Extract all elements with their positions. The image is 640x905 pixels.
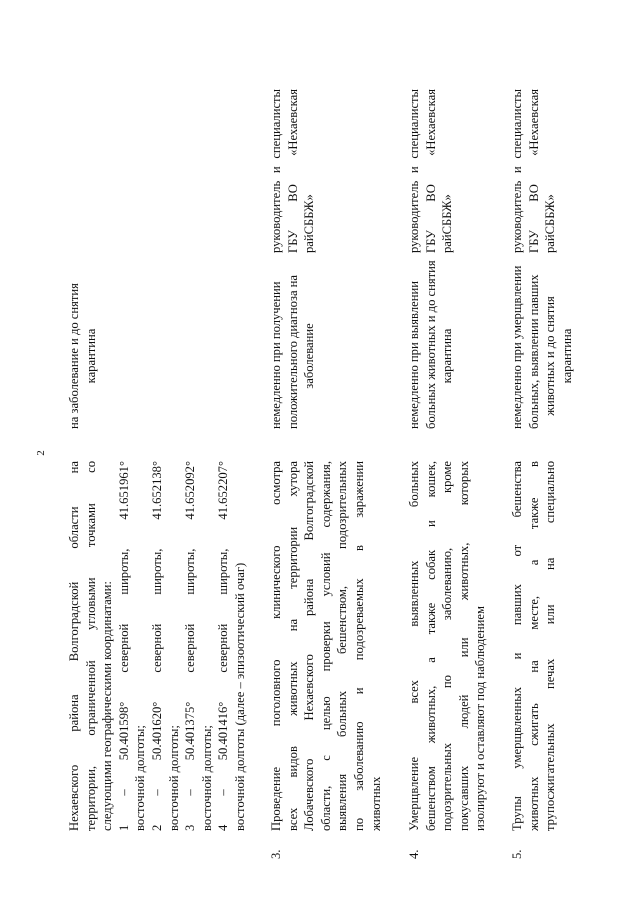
text-line: покусавших людей или животных, которых xyxy=(456,461,471,831)
text-line: Умерщвление всех выявленных больных xyxy=(407,461,421,831)
text-line: животных и до снятия xyxy=(543,296,558,416)
text-line: райСББЖ» xyxy=(302,194,317,253)
text-line: подозрительных по заболеванию, кроме xyxy=(440,461,455,831)
row-responsible xyxy=(406,89,456,253)
row-number: 4. xyxy=(407,849,421,859)
text-line: немедленно при умерщвлении xyxy=(510,265,524,429)
row-term xyxy=(406,260,456,429)
text-line: территории, ограниченной угловыми точками со xyxy=(83,461,98,831)
text-line: выявления больных бешенством, подозрительных xyxy=(335,461,350,831)
text-line: всех видов животных на территории хутора xyxy=(285,461,300,831)
rotated-table xyxy=(60,55,620,865)
text-line: Трупы умерщвленных и павших от бешенства xyxy=(510,461,524,831)
text-line: заболевание xyxy=(302,323,317,389)
row-term xyxy=(268,274,318,429)
text-line: восточной долготы (далее – эпизоотический очаг) xyxy=(232,562,247,831)
text-line: ГБУ ВО «Нехаевская xyxy=(423,89,438,253)
row-description xyxy=(66,461,249,831)
text-line: больных, выявлении павших xyxy=(526,274,541,429)
text-line: карантина xyxy=(440,328,455,384)
text-line: восточной долготы; xyxy=(166,725,181,831)
text-line: области, с целью проверки условий содержания, xyxy=(318,461,333,831)
text-line: трупосжигательных печах или на специально xyxy=(543,461,558,831)
text-line: изолируют и оставляют под наблюдением xyxy=(473,606,488,831)
text-line: по заболеванию и подозреваемых в заражении xyxy=(351,461,366,831)
row-term xyxy=(509,265,575,429)
row-description xyxy=(268,461,384,831)
text-line: карантина xyxy=(559,328,574,384)
row-number: 5. xyxy=(510,849,524,859)
text-line: 3 – 50.401375° северной широты, 41.652092° xyxy=(183,461,198,831)
text-line: восточной долготы; xyxy=(199,725,214,831)
row-number: 3. xyxy=(269,849,283,859)
text-line: Проведение поголовного клинического осмотра xyxy=(269,461,283,831)
text-line: руководитель и специалисты xyxy=(407,89,421,253)
text-line: руководитель и специалисты xyxy=(510,89,524,253)
text-line: ГБУ ВО «Нехаевская xyxy=(285,89,300,253)
row-responsible xyxy=(268,89,318,253)
text-line: 4 – 50.401416° северной широты, 41.652207° xyxy=(216,461,231,831)
text-line: 1 – 50.401598° северной широты, 41.651961° xyxy=(116,461,131,831)
text-line: больных животных и до снятия xyxy=(423,260,438,429)
text-line: следующими географическими координатами: xyxy=(100,581,115,831)
text-line: Лобачевского Нехаевского района Волгоградской xyxy=(302,461,317,831)
row-description xyxy=(406,461,489,831)
text-line: животных сжигать на месте, а также в xyxy=(526,461,541,831)
text-line: ГБУ ВО «Нехаевская xyxy=(526,89,541,253)
text-line: райСББЖ» xyxy=(440,194,455,253)
text-line: 2 – 50.401620° северной широты, 41.652138° xyxy=(149,461,164,831)
text-line: бешенством животных, а также собак и кошек, xyxy=(423,461,438,831)
text-line: карантина xyxy=(83,328,98,384)
text-line: восточной долготы; xyxy=(133,725,148,831)
row-term xyxy=(66,283,99,429)
text-line: руководитель и специалисты xyxy=(269,89,283,253)
row-responsible xyxy=(509,89,559,253)
page-number: 2 xyxy=(35,450,47,456)
text-line: положительного диагноза на xyxy=(285,274,300,429)
text-line: животных xyxy=(368,776,383,831)
row-description xyxy=(509,461,559,831)
text-line: немедленно при выявлении xyxy=(407,281,421,429)
text-line: немедленно при получении xyxy=(269,281,283,429)
text-line: райСББЖ» xyxy=(543,194,558,253)
text-line: на заболевание и до снятия xyxy=(67,283,81,429)
text-line: Нехаевского района Волгоградской области на xyxy=(67,461,81,831)
